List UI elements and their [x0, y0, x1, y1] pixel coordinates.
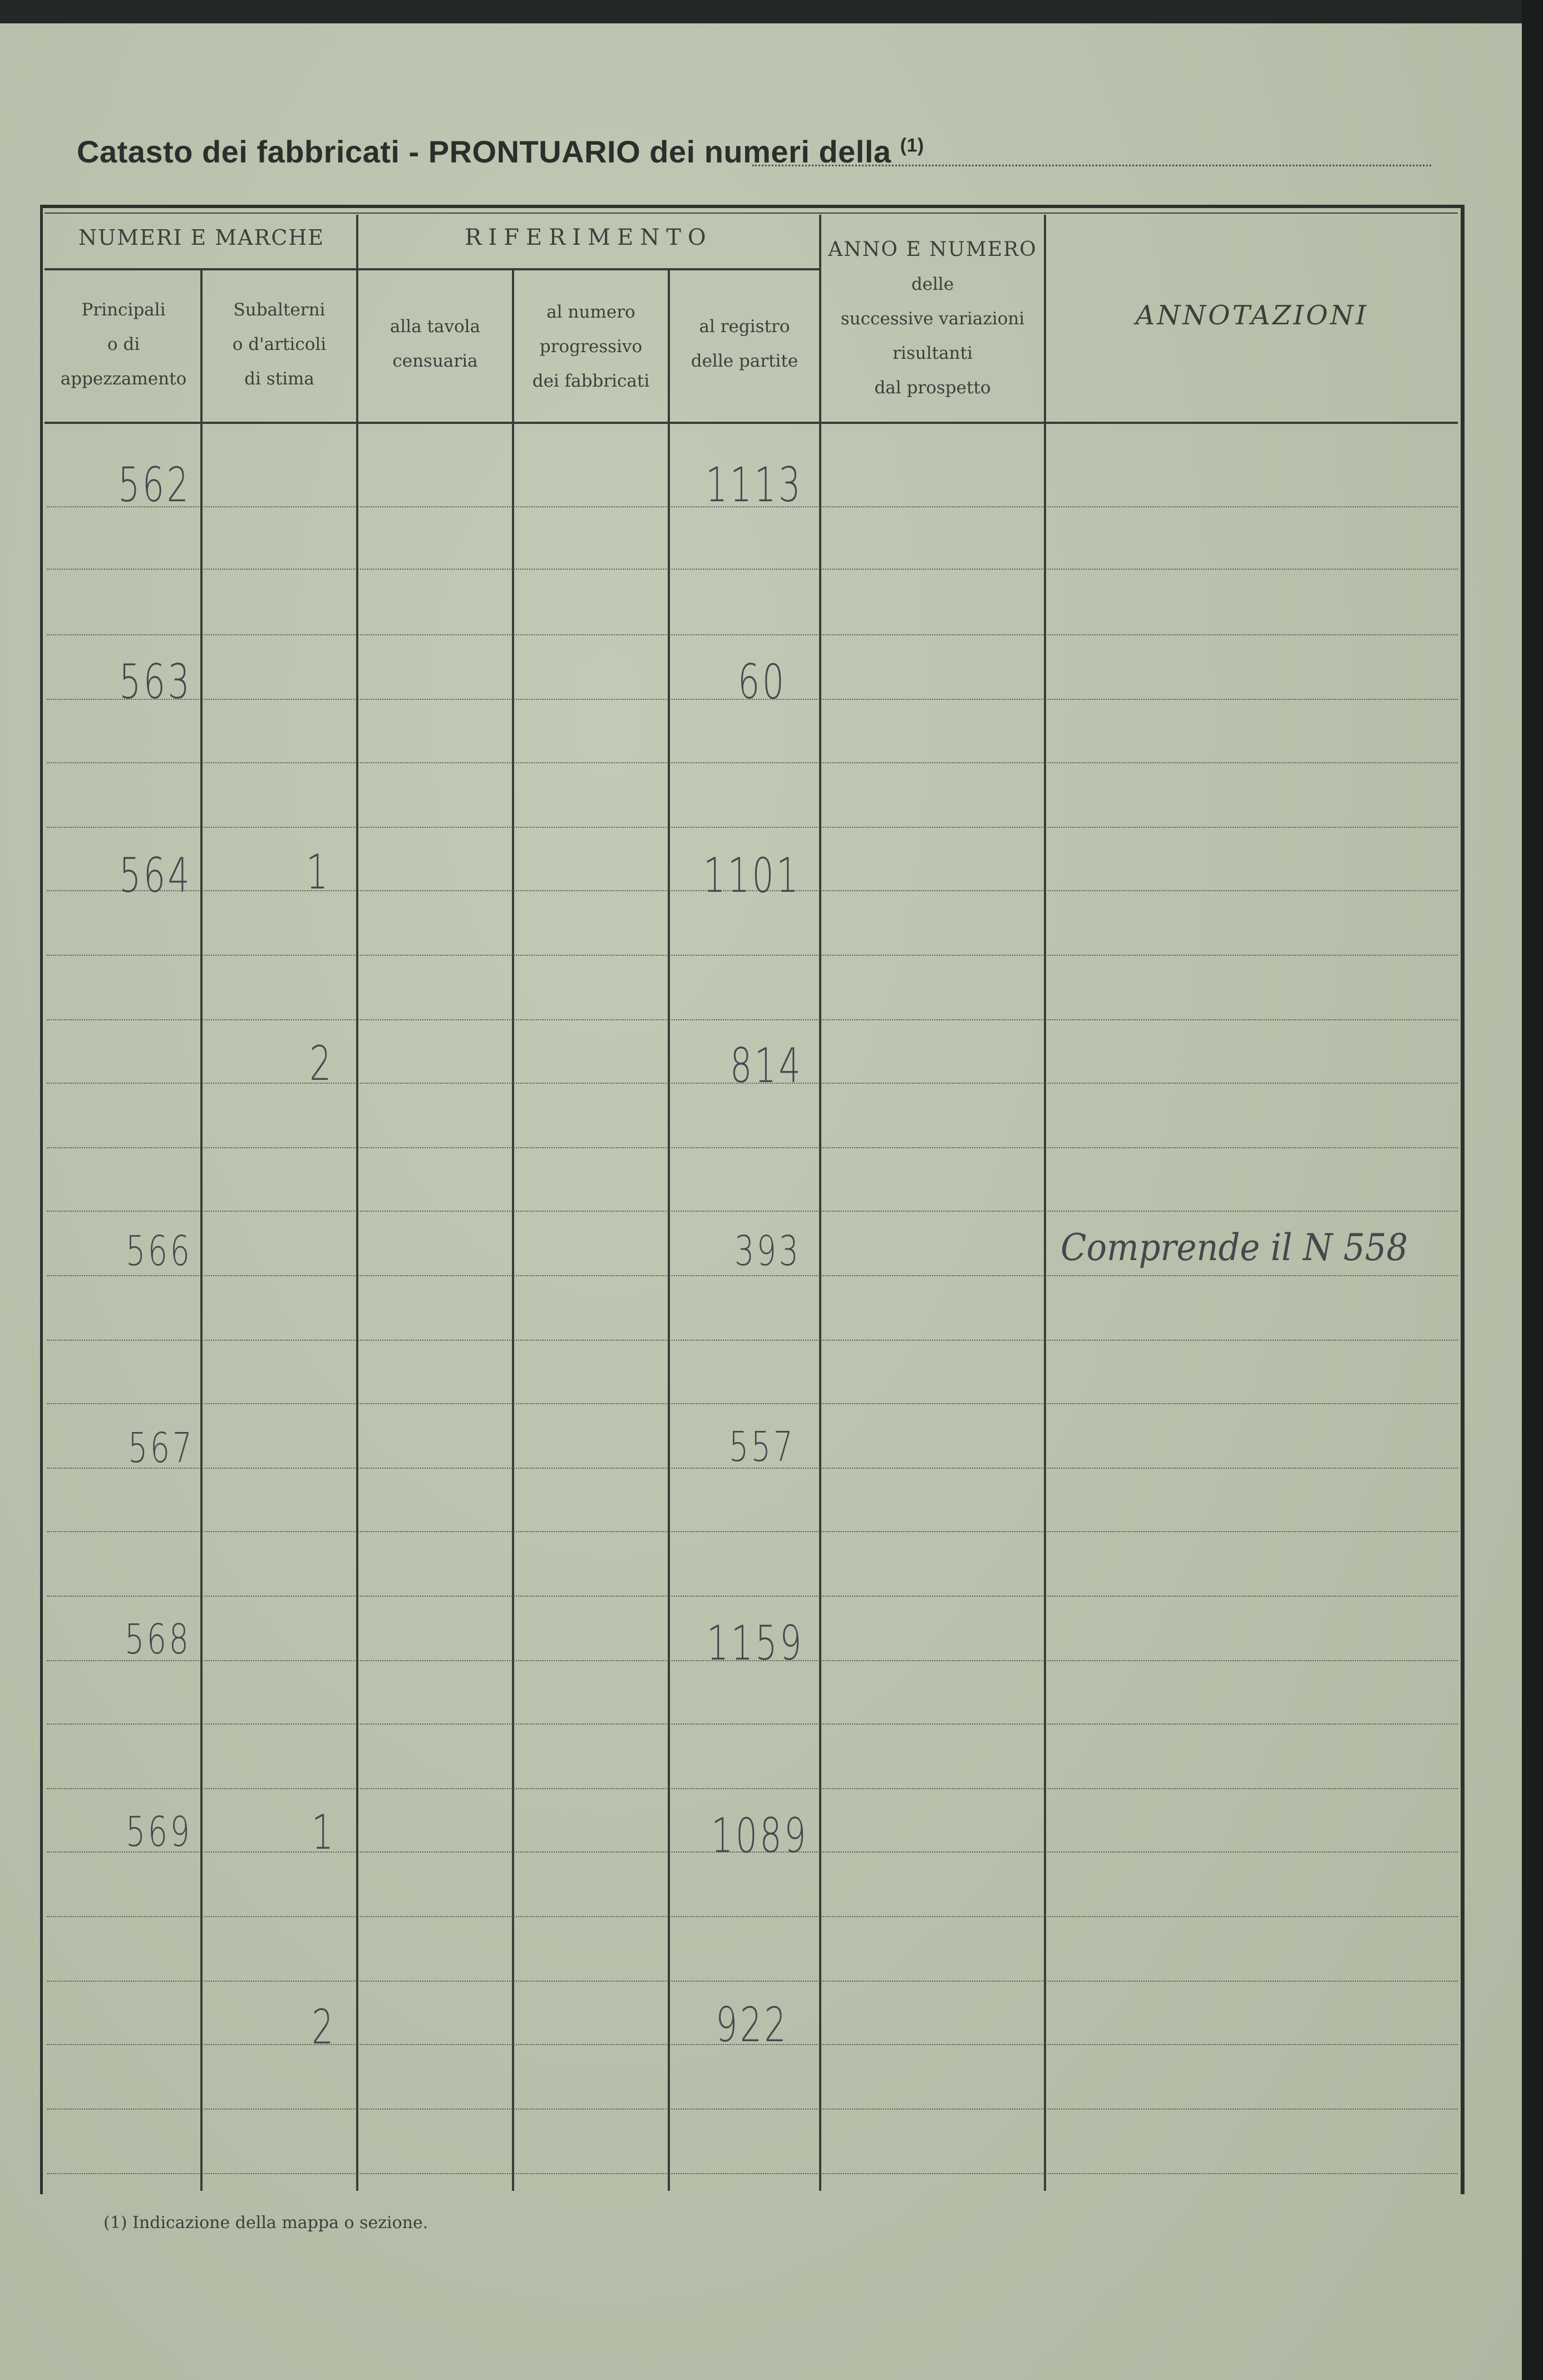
col-divider-2 [356, 215, 358, 2191]
cell-registro: 393 [734, 1227, 801, 1275]
header-anno-line4: risultanti [893, 343, 973, 363]
table-top-rule [45, 213, 1458, 214]
header-anno-line3: successive variazioni [840, 309, 1025, 329]
header-subalterni [203, 293, 356, 396]
cell-principale: 564 [119, 848, 193, 903]
header-principali-line1: Principali [81, 300, 166, 320]
title-footnote-ref: (1) [900, 135, 924, 156]
rule-line [47, 1147, 1458, 1148]
rule-line [47, 569, 1458, 570]
rule-line [47, 1019, 1458, 1020]
scan-edge [0, 0, 1522, 23]
cell-subalterno: 1 [306, 845, 331, 900]
header-numero-line1: al numero [546, 302, 635, 322]
rule-line [47, 2109, 1458, 2110]
cell-registro: 1113 [706, 457, 803, 513]
cell-subalterno: 1 [312, 1805, 336, 1860]
cell-subalterno: 2 [312, 1999, 336, 2055]
header-numeri-marche: NUMERI E MARCHE [78, 225, 325, 250]
rule-line [47, 1340, 1458, 1341]
rule-line [47, 634, 1458, 635]
cell-subalterno: 2 [309, 1036, 334, 1092]
header-numero-line3: dei fabbricati [532, 371, 650, 391]
cell-principale: 567 [128, 1424, 195, 1472]
rule-line [47, 1916, 1458, 1917]
header-subalterni-line2: o d'articoli [232, 334, 327, 354]
header-principali [47, 293, 200, 396]
rule-line [47, 1275, 1458, 1276]
header-anno-line1: ANNO E NUMERO [828, 238, 1037, 261]
rule-line [47, 1724, 1458, 1725]
rule-line [47, 1531, 1458, 1532]
header-registro-line1: al registro [699, 317, 790, 337]
header-tavola-line1: alla tavola [390, 317, 481, 337]
rule-line [47, 1211, 1458, 1212]
cell-registro: 1101 [703, 848, 801, 903]
cell-principale: 568 [125, 1616, 191, 1663]
rule-line [47, 2173, 1458, 2174]
cell-annotazione: Comprende il N 558 [1061, 1226, 1408, 1269]
header-subalterni-line3: di stima [244, 369, 314, 389]
header-tavola [358, 309, 512, 378]
header-anno-line5: dal prospetto [874, 378, 991, 398]
header-registro [670, 309, 819, 378]
rule-line [47, 762, 1458, 763]
rule-line [47, 1596, 1458, 1597]
cell-principale: 569 [126, 1808, 193, 1856]
header-principali-line3: appezzamento [60, 369, 187, 389]
header-riferimento: RIFERIMENTO [465, 225, 713, 250]
rule-line [47, 955, 1458, 956]
rule-line [47, 1981, 1458, 1982]
col-divider-5 [819, 215, 821, 2191]
header-anno-numero [821, 233, 1044, 405]
header-numero-line2: progressivo [539, 337, 643, 357]
cell-registro: 557 [729, 1423, 796, 1471]
cell-registro: 922 [716, 1997, 789, 2053]
header-tavola-line2: censuaria [392, 351, 478, 371]
header-anno-line2: delle [911, 274, 954, 294]
header-numero [514, 295, 668, 398]
cell-principale: 566 [126, 1227, 193, 1275]
rule-line [47, 1403, 1458, 1404]
cell-registro: 60 [738, 654, 787, 710]
col-divider-4 [668, 268, 670, 2191]
header-bottom-rule [45, 422, 1458, 424]
rule-line [47, 1788, 1458, 1789]
title-fill-line [752, 165, 1431, 166]
footnote: (1) Indicazione della mappa o sezione. [103, 2213, 428, 2233]
cell-registro: 1089 [711, 1808, 809, 1864]
col-divider-1 [200, 268, 203, 2191]
col-divider-3 [512, 268, 514, 2191]
header-annotazioni: ANNOTAZIONI [1135, 300, 1369, 331]
cell-principale: 562 [118, 457, 191, 513]
col-divider-6 [1044, 215, 1046, 2191]
cell-principale: 563 [119, 654, 193, 710]
group-header-rule [45, 268, 819, 270]
header-subalterni-line1: Subalterni [233, 300, 326, 320]
header-principali-line2: o di [107, 334, 140, 354]
title-text: Catasto dei fabbricati - PRONTUARIO dei numeri della [77, 134, 891, 169]
cell-registro: 1159 [707, 1616, 804, 1671]
rule-line [47, 827, 1458, 828]
cell-registro: 814 [730, 1038, 803, 1094]
header-registro-line2: delle partite [691, 351, 798, 371]
